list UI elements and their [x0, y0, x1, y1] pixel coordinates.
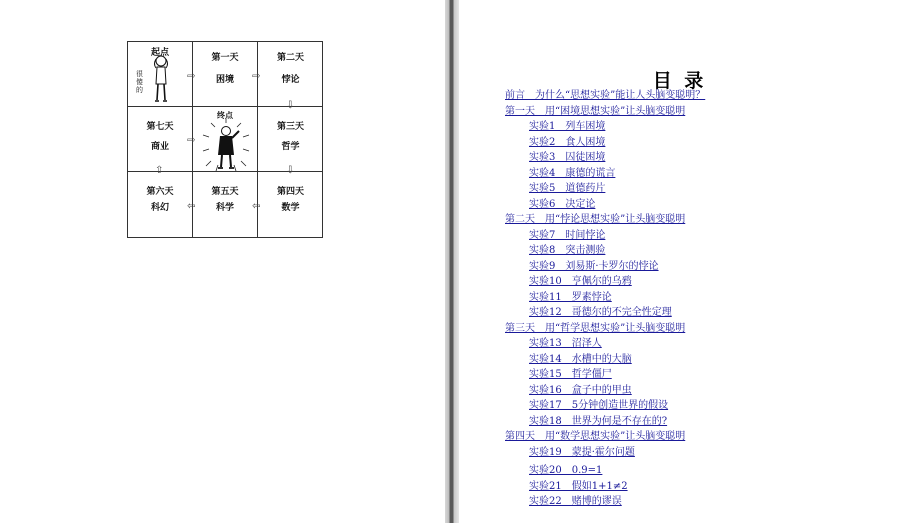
cell-day5 [193, 172, 261, 237]
thinking-man-figure [150, 54, 172, 104]
toc-experiment-link[interactable]: 实验14 水槽中的大脑 [529, 353, 632, 365]
toc-chapter-link[interactable]: 第三天 用“哲学思想实验”让头脑变聪明 [505, 322, 686, 334]
day4-title: 第四天 [276, 187, 304, 197]
day3-topic: 哲学 [281, 142, 300, 152]
arrow-up-icon: ⇧ [155, 165, 164, 176]
toc-experiment-link[interactable]: 实验19 蒙提·霍尔问题 [529, 446, 635, 458]
toc-experiment-link[interactable]: 实验4 康德的谎言 [529, 167, 616, 179]
cell-day1 [193, 42, 261, 107]
cell-day6 [128, 172, 196, 237]
cell-day7 [128, 107, 196, 172]
day5-topic: 科学 [215, 203, 234, 213]
toc-experiment-link[interactable]: 实验20 0.9=1 [529, 465, 603, 476]
cell-start [128, 42, 196, 107]
arrow-right-icon: ⇨ [187, 71, 196, 82]
day1-title: 第一天 [211, 53, 239, 63]
toc-chapter-link[interactable]: 第四天 用“数学思想实验”让头脑变聪明 [505, 431, 686, 442]
toc-chapter-link[interactable]: 第二天 用“悖论思想实验”让头脑变聪明 [505, 214, 686, 225]
toc-experiment-link[interactable]: 实验9 刘易斯·卡罗尔的悖论 [529, 260, 659, 272]
toc-experiment-link[interactable]: 实验22 赌博的谬误 [529, 496, 622, 507]
toc-experiment-link[interactable]: 实验12 哥德尔的不完全性定理 [529, 307, 672, 318]
toc-experiment-link[interactable]: 实验17 5分钟创造世界的假设 [529, 400, 669, 411]
seven-day-diagram [127, 41, 323, 238]
toc-experiment-link[interactable]: 实验8 突击测验 [529, 245, 606, 256]
arrow-right-icon: ⇨ [252, 71, 261, 82]
toc-experiment-link[interactable]: 实验5 道德药片 [529, 183, 606, 194]
right-page [459, 0, 900, 523]
day2-topic: 悖论 [281, 75, 300, 85]
toc-experiment-link[interactable]: 实验7 时间悖论 [529, 229, 606, 241]
toc-experiment-link[interactable]: 实验11 罗素悖论 [529, 291, 612, 303]
arrow-down-icon: ⇩ [286, 165, 295, 176]
cell-day3 [258, 107, 323, 172]
toc-experiment-link[interactable]: 实验1 列车困境 [529, 121, 606, 132]
toc-experiment-link[interactable]: 实验2 食人困境 [529, 136, 606, 148]
toc-experiment-link[interactable]: 实验15 哲学僵尸 [529, 369, 612, 380]
cell-day4 [258, 172, 323, 237]
day4-topic: 数学 [281, 203, 300, 213]
toc-experiment-link[interactable]: 实验3 囚徒困境 [529, 152, 606, 163]
arrow-left-icon: ⇦ [187, 201, 196, 212]
day2-title: 第二天 [276, 53, 304, 63]
toc-chapter-link[interactable]: 第一天 用“困境思想实验”让头脑变聪明 [505, 105, 686, 117]
day5-title: 第五天 [211, 187, 239, 197]
left-page [0, 0, 445, 523]
day7-topic: 商业 [150, 142, 169, 152]
arrow-down-icon: ⇩ [286, 100, 295, 111]
cell-day2 [258, 42, 323, 107]
toc-experiment-link[interactable]: 实验21 假如1+1≠2 [529, 480, 628, 492]
toc-experiment-link[interactable]: 实验13 沼泽人 [529, 338, 602, 349]
cell-end [193, 107, 258, 172]
toc-title: 目 录 [652, 70, 707, 92]
day7-title: 第七天 [146, 122, 174, 132]
toc-experiment-link[interactable]: 实验10 亨佩尔的乌鸦 [529, 276, 632, 287]
arrow-right-icon: ⇨ [187, 135, 196, 146]
toc-experiment-link[interactable]: 实验18 世界为何是不存在的? [529, 415, 668, 427]
day6-title: 第六天 [146, 187, 174, 197]
toc-experiment-link[interactable]: 实验16 盒子中的甲虫 [529, 384, 632, 396]
end-label: 终点 [217, 110, 233, 120]
day1-topic: 困境 [215, 75, 234, 85]
enlightened-man-figure [201, 119, 251, 171]
toc-chapter-link[interactable]: 前言 为什么“思想实验”能让人头脑变聪明？ [505, 90, 706, 101]
page-gutter [445, 0, 459, 523]
day6-topic: 科幻 [150, 203, 169, 213]
start-label: 起点 [150, 48, 169, 58]
toc-experiment-link[interactable]: 实验6 决定论 [529, 198, 596, 210]
arrow-left-icon: ⇦ [252, 201, 261, 212]
start-side-label: 很傻的 [136, 70, 143, 94]
day3-title: 第三天 [276, 122, 304, 132]
